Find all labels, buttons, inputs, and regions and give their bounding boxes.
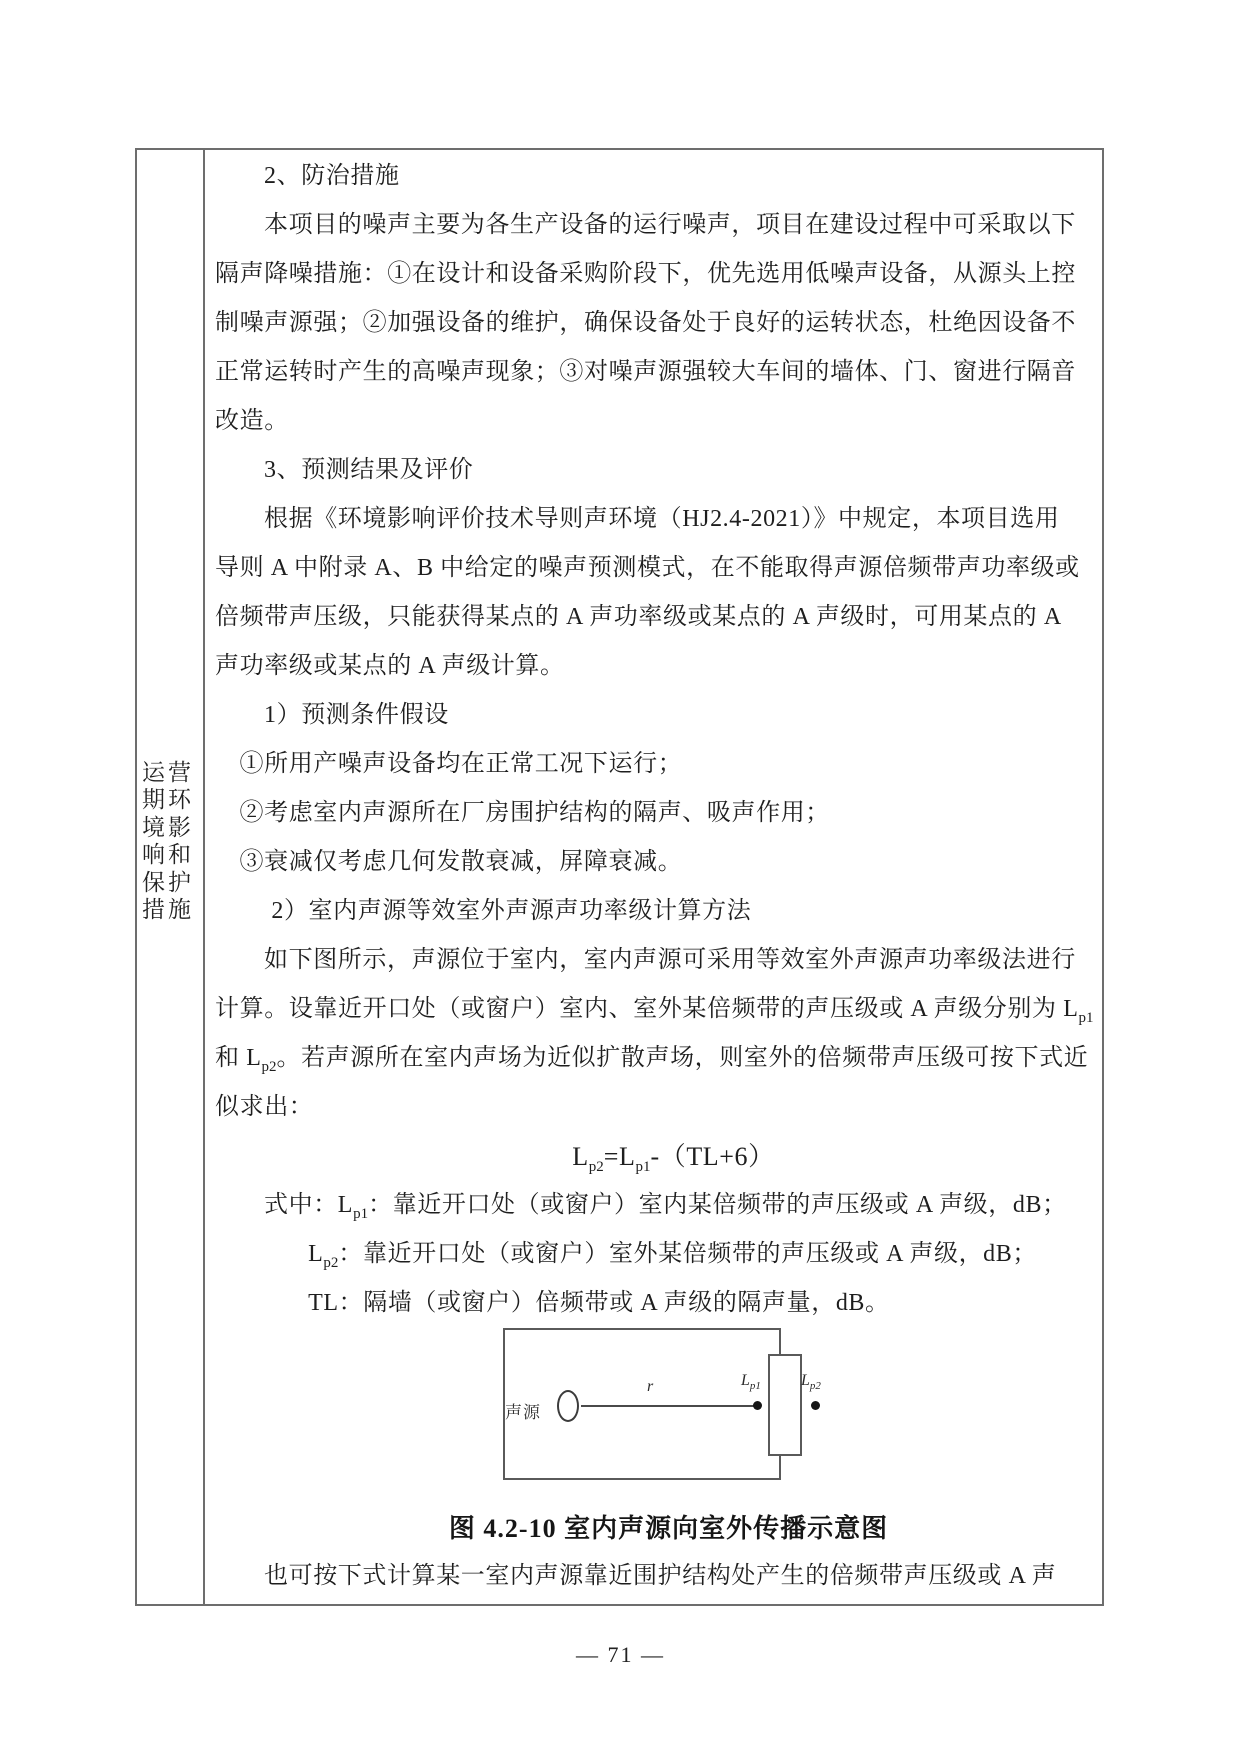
text-line: 制噪声源强；②加强设备的维护，确保设备处于良好的运转状态，杜绝因设备不	[215, 310, 1076, 336]
text-line: 3、预测结果及评价	[264, 457, 474, 483]
room-outline	[503, 1328, 781, 1480]
text-line: 正常运转时产生的高噪声现象；③对噪声源强较大车间的墙体、门、窗进行隔音	[215, 359, 1076, 385]
text-line: 本项目的噪声主要为各生产设备的运行噪声，项目在建设过程中可采取以下	[264, 212, 1076, 238]
lp1-point	[753, 1401, 762, 1410]
text-line: 计算。设靠近开口处（或窗户）室内、室外某倍频带的声压级或 A 声级分别为 $L_{p1}$	[215, 996, 1094, 1026]
lp2-point	[811, 1401, 820, 1410]
figure-caption: 图 4.2-10 室内声源向室外传播示意图	[448, 1514, 889, 1543]
page-number: — 71 —	[576, 1642, 665, 1667]
text-line: 2、防治措施	[264, 163, 400, 189]
text-line: 式中：$L_{p1}$：靠近开口处（或窗户）室内某倍频带的声压级或 A 声级，dB；	[264, 1192, 1067, 1222]
r-label: r	[647, 1378, 654, 1395]
text-line: ①所用产噪声设备均在正常工况下运行；	[239, 751, 683, 777]
sound-source-ellipse	[557, 1390, 579, 1422]
text-line: 似求出：	[215, 1094, 314, 1120]
text-line: $L_{p2}$：靠近开口处（或窗户）室外某倍频带的声压级或 A 声级，dB；	[308, 1241, 1037, 1271]
text-line: ③衰减仅考虑几何发散衰减，屏障衰减。	[239, 849, 683, 875]
wall-rect	[768, 1354, 802, 1456]
table-header-cell	[137, 150, 205, 1604]
text-line: 倍频带声压级，只能获得某点的 A 声功率级或某点的 A 声级时，可用某点的 A	[215, 604, 1062, 630]
text-line: 改造。	[215, 408, 289, 434]
closing-text-line: 也可按下式计算某一室内声源靠近围护结构处产生的倍频带声压级或 A 声	[264, 1563, 1057, 1589]
text-line: 隔声降噪措施：①在设计和设备采购阶段下，优先选用低噪声设备，从源头上控	[215, 261, 1076, 287]
text-line: 导则 A 中附录 A、B 中给定的噪声预测模式，在不能取得声源倍频带声功率级或	[215, 555, 1080, 581]
text-line: 1）预测条件假设	[264, 702, 449, 728]
text-line: ②考虑室内声源所在厂房围护结构的隔声、吸声作用；	[239, 800, 830, 826]
lp1-label: $L_{p1}$	[741, 1372, 761, 1393]
table-content-cell	[205, 150, 1102, 1604]
text-line: TL：隔墙（或窗户）倍频带或 A 声级的隔声量，dB。	[308, 1290, 890, 1316]
sound-source-label: 声源	[505, 1403, 541, 1422]
text-line: 2）室内声源等效室外声源声功率级计算方法	[271, 898, 752, 924]
lp2-label: $L_{p2}$	[801, 1372, 821, 1393]
text-line: 声功率级或某点的 A 声级计算。	[215, 653, 565, 679]
text-line: 根据《环境影响评价技术导则声环境（HJ2.4-2021）》中规定，本项目选用	[264, 506, 1060, 532]
formula-line: $L_{p2}=L_{p1}-(TL+6)$	[572, 1142, 775, 1176]
noise-propagation-figure	[205, 1328, 1102, 1506]
distance-line	[581, 1405, 757, 1407]
content-lines	[205, 152, 1102, 1328]
row-header-label: 运营期环境影响和保护措施	[142, 759, 194, 922]
report-table	[135, 148, 1104, 1606]
text-line: 和 $L_{p2}$。若声源所在室内声场为近似扩散声场，则室外的倍频带声压级可按下式近	[215, 1045, 1089, 1075]
text-line: 如下图所示，声源位于室内，室内声源可采用等效室外声源声功率级法进行	[264, 947, 1076, 973]
